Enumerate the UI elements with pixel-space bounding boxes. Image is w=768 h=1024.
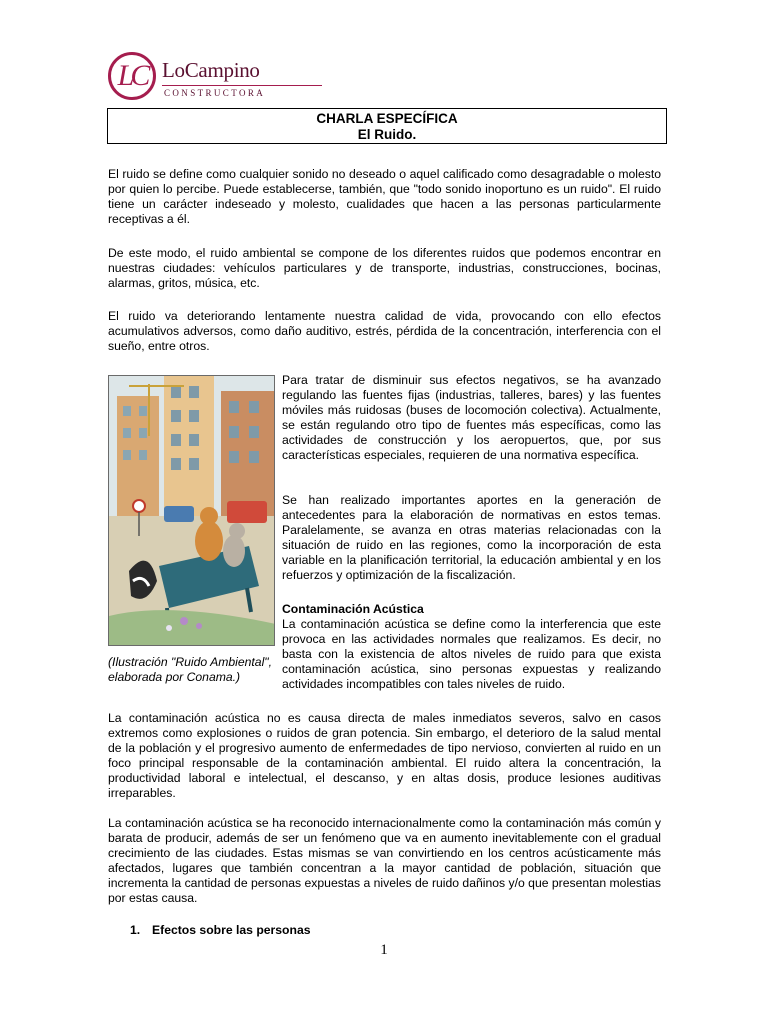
company-logo xyxy=(108,52,278,104)
title-box xyxy=(107,108,667,144)
section-heading: Contaminación Acústica xyxy=(282,602,424,616)
paragraph-regulation: Para tratar de disminuir sus efectos negativos, se ha avanzado regulando las fuentes fijas (industrias, talleres, bares) y las fuentes móviles más ruidosas (buses de locomoción colectiva). Actualmente, se están regulando otro tipo de fuentes más específicas, como las actividades de construcción y los aeropuertos, que, por sus características especiales, requieren de una normativa específica. xyxy=(282,373,661,462)
list-item xyxy=(130,923,311,937)
paragraph-definition: El ruido se define como cualquier sonido no deseado o aquel calificado como desagradable o molesto por quien lo percibe. Puede establecerse, también, que "todo sonido inoportuno es un ruido". El ruido tiene un carácter indeseado y molesto, cualidades que hacen a las personas particularmente receptivas a él. xyxy=(108,167,661,226)
list-item-number: 1. xyxy=(130,923,141,937)
illustration-ambient-noise xyxy=(108,375,275,646)
list-item-label: Efectos sobre las personas xyxy=(152,923,311,937)
page-number: 1 xyxy=(380,942,388,958)
document-subtitle: El Ruido. xyxy=(357,127,417,142)
paragraph-ambient-noise: De este modo, el ruido ambiental se compone de los diferentes ruidos que podemos encontrar en nuestras ciudades: vehículos particulares y de transporte, industrias, construcciones, bocinas, alarmas, gritos, música, etc. xyxy=(108,246,661,290)
logo-mark: LC xyxy=(117,59,147,92)
document-title: CHARLA ESPECÍFICA xyxy=(316,111,458,126)
paragraph-acoustic-definition: La contaminación acústica se define como la interferencia que este provoca en las actividades normales que realizamos. Es decir, no basta con la existencia de altos niveles de ruido para que exista contaminación acústica, sino personas expuestas y realizando actividades incompatibles con tales niveles de ruido. xyxy=(282,616,661,691)
section-acoustic-contamination xyxy=(282,602,661,691)
city-scene-illustration xyxy=(109,376,275,646)
logo-subtitle: CONSTRUCTORA xyxy=(164,88,266,98)
paragraph-quality-of-life: El ruido va deteriorando lentamente nuestra calidad de vida, provocando con ello efectos acumulativos adversos, como daño auditivo, estrés, pérdida de la concentración, interferencia con el sueño, entre otros. xyxy=(108,309,661,353)
paragraph-health-effects: La contaminación acústica no es causa directa de males inmediatos severos, salvo en casos extremos como explosiones o ruidos de gran potencia. Sin embargo, el deterioro de la salud mental de la población y el progresivo aumento de enfermedades de tipo nervioso, convierten al ruido en un foco principal responsable de la contaminación ambiental. El ruido altera la concentración, la productividad laboral e intelectual, el descanso, y en altas dosis, produce lesiones auditivas irreparables. xyxy=(108,711,661,800)
paragraph-contributions: Se han realizado importantes aportes en la generación de antecedentes para la elaboración de normativas en estos temas. Paralelamente, se avanza en otras materias relacionadas con la situación de ruido en las regiones, como la incorporación de esta variable en la planificación territorial, la educación ambiental y en los refuerzos y optimización de la fiscalización. xyxy=(282,493,661,582)
illustration-caption: (Ilustración "Ruido Ambiental", elaborada por Conama.) xyxy=(108,655,273,684)
paragraph-international: La contaminación acústica se ha reconocido internacionalmente como la contaminación más común y barata de producir, además de ser un fenómeno que va en aumento inevitablemente con el gradual crecimiento de las ciudades. Estas mismas se van convirtiendo en los centros acústicamente más afectados, lugares que también concentran a la mayor cantidad de población, situación que incrementa la cantidad de personas expuestas a niveles de ruido dañinos y/o que presentan molestias por estas causa. xyxy=(108,816,661,905)
logo-divider xyxy=(162,85,322,86)
logo-name: LoCampino xyxy=(162,58,260,82)
